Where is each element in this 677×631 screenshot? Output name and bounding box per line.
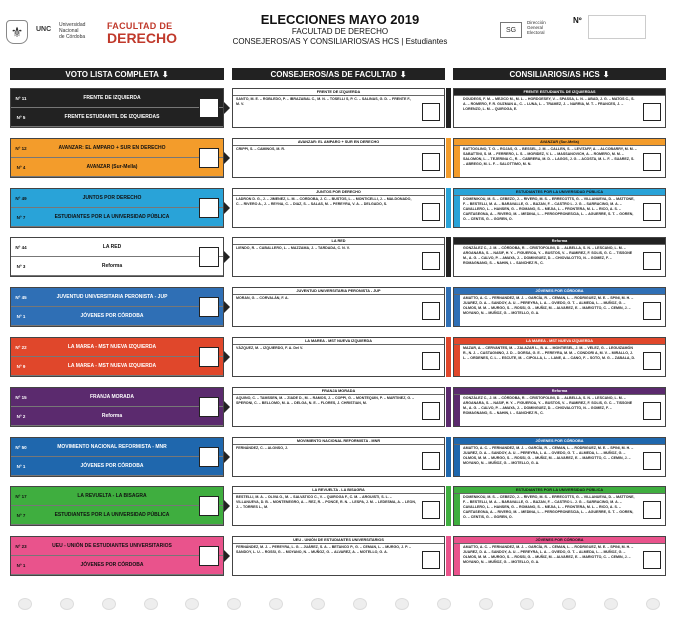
list-number: Nº 49 <box>15 195 27 201</box>
candidate-names: DOMENIKOU, M. S. – CEBEZO, J. – RIVERO, M. S. – ERRECOTTS, G. – VILLANUEVA, D. – MATTONE, F. – BESTELLI, M. A. – BARAVALLE, G. – BAZAN, F. – CASTRO L. J. G. – SARRACINO, M. A. – CAVALLERO, L. – HANSEN, G. – ROMANO, S. – MEJIA, L. – FRONTERA, M. L. – RICO, A. S. – CARTASEGNA, A. – RIVERO, M. – MEDINA, L. – PERGOPRONESCIA, L. – AGUERRE, S. T. – GOREN, O. – CENTIS, G. – GOREN, O. <box>463 495 635 519</box>
list-top <box>11 388 223 407</box>
vote-checkbox[interactable] <box>199 198 219 218</box>
candidate-names: AMATTO, A. C. – FERNANDEZ, M. J. – GARCÍA, R. – CEMAN, L. – RODRIGUEZ, M. E. – SPINI, M. H. – JUAREZ, D. A. – SANDOY, A. U. – PEREYRA, L. A. – OVIEDO, G. T. – ALMEDA, L. – MUÑOZ, G. – OLMOS, M. M. – MURGO, S. – ROSSI, G. – MUÑIZ, M. – ALVAREZ, E. – MARIOTTO, C. – CEMIN, J. – MOYANO, N. – MUÑOZ, G. – MOTELLO, G. A. <box>463 446 634 465</box>
vote-checkbox[interactable] <box>199 546 219 566</box>
candidate-list-title: JÓVENES POR CÓRDOBA <box>454 438 665 445</box>
list-name: Reforma <box>101 413 123 419</box>
candidate-names: CRIPPI, S. – CAMINOS, M. R. <box>236 147 285 151</box>
list-name: LA MAREA - MST NUEVA IZQUIERDA <box>67 363 157 369</box>
consejeros-box[interactable] <box>232 337 445 377</box>
candidate-names: DOMENIKOU, M. S. – CEBEZO, J. – RIVERO, M. S. – ERRECOTTS, G. – VILLANUEVA, D. – MATTONE, F. – BESTELLI, M. A. – BARAVALLE, G. – BAZAN, F. – CASTRO L. J. G. – SARRACINO, M. A. – CAVALLERO, L. – HANSEN, G. – ROMANO, S. – MEJIA, L. – FRONTERA, M. L. – RICO, A. S. – CARTASEGNA, A. – RIVERO, M. – MEDINA, L. – PERGOPRONESCIA, L. – AGUERRE, S. T. – GOREN, O. – CENTIS, G. – GOREN, O. <box>463 197 635 221</box>
list-name: FRENTE ESTUDIANTIL DE IZQUIERDAS <box>64 114 160 120</box>
list-bottom <box>11 556 223 575</box>
watermark-icon <box>102 598 116 610</box>
candidate-body <box>233 196 444 227</box>
arrow-right-icon <box>224 152 230 164</box>
vote-checkbox[interactable] <box>199 247 219 267</box>
candidate-names: LADRON D. G., J. – JIMENEZ, L. M. – CORDOBA, J. C. – BUSTOS, L. – MONTICELLI, J. – MALDONADO, C. – RIVERO A., J. – REYNA, C. – DIAZ, S. – SALAS, M. – PEREYRA, V. A. – DELGADO, S. <box>236 197 412 206</box>
list-top <box>11 537 223 556</box>
faculty-small: FACULTAD DE <box>107 21 173 31</box>
watermark-icon <box>269 598 283 610</box>
vote-checkbox[interactable] <box>199 297 219 317</box>
vote-checkbox[interactable] <box>199 347 219 367</box>
candidate-body <box>454 395 665 426</box>
consejeros-box[interactable] <box>232 88 445 128</box>
candidate-list-title: Reforma <box>454 238 665 245</box>
candidate-body <box>233 245 444 276</box>
arrow-right-icon <box>224 550 230 562</box>
list-bottom <box>11 457 223 476</box>
list-top <box>11 89 223 108</box>
list-name: FRANJA MORADA <box>90 394 134 400</box>
candidate-body <box>233 494 444 525</box>
candidate-names: FERNÁNDEZ, C. – ALONSO, J. <box>236 446 288 450</box>
vote-checkbox[interactable] <box>422 252 440 270</box>
list-bottom <box>11 208 223 227</box>
list-bottom <box>11 158 223 177</box>
vote-checkbox[interactable] <box>422 501 440 519</box>
consiliarios-box[interactable] <box>453 237 666 277</box>
vote-checkbox[interactable] <box>643 501 661 519</box>
list-name: JUVENTUD UNIVERSITARIA PERONISTA - JUP <box>56 294 168 300</box>
list-number: Nº 50 <box>15 444 27 450</box>
list-name: AVANZAR: EL AMPARO + SUR EN DERECHO <box>58 145 166 151</box>
faculty-big: DERECHO <box>107 30 178 46</box>
list-number: Nº 17 <box>15 493 27 499</box>
lista-completa-row[interactable] <box>10 486 224 526</box>
list-name: LA REVUELTA - LA BISAGRA <box>77 493 147 499</box>
vote-checkbox[interactable] <box>422 352 440 370</box>
column-header-lista-completa: VOTO LISTA COMPLETA ⬇ <box>10 68 224 80</box>
candidate-list-title: JUNTOS POR DERECHO <box>233 189 444 196</box>
vote-checkbox[interactable] <box>199 496 219 516</box>
column-header-consiliarios: CONSILIARIOS/AS HCS ⬇ <box>453 68 666 80</box>
lista-completa-row[interactable] <box>10 88 224 128</box>
candidate-list-title: LA REVUELTA - LA BISAGRA <box>233 487 444 494</box>
party-color-tab <box>446 237 451 277</box>
list-number: Nº 1 <box>16 562 26 568</box>
vote-checkbox[interactable] <box>422 153 440 171</box>
candidate-body <box>454 544 665 575</box>
column-header-consejeros: CONSEJEROS/AS DE FACULTAD ⬇ <box>232 68 445 80</box>
lista-completa-row[interactable] <box>10 138 224 178</box>
footer-decoration <box>4 598 674 612</box>
watermark-icon <box>604 598 618 610</box>
list-top <box>11 189 223 208</box>
candidate-names: GONZÁLEZ C., J. M. – CÓRDOBA, R. – CRISTOFOLINI, D. – ALBELLA, S. N. – LESCANO, L. M. – ARGANARA, S. – NASIF, H. Y. – FIGUEROA, Y. – BUSTOS, V. – RAMIREZ, F. SOLIS, G. C. – TISSONE M., A. G. – CALVO, P. – AMAYA, J. – DOMINGUEZ, D. – CHIOVALOTTO, N. – GOMEZ, F. – ROMAGNANO, S. – NAHIN, I. – SANCHEZ R., C. <box>463 396 633 415</box>
candidate-body <box>454 445 665 476</box>
candidate-list-title: FRANJA MORADA <box>233 388 444 395</box>
watermark-icon <box>227 598 241 610</box>
vote-checkbox[interactable] <box>643 302 661 320</box>
arrow-down-icon: ⬇ <box>602 69 610 79</box>
sg-logo-icon: SG <box>500 22 522 38</box>
lista-completa-row[interactable] <box>10 437 224 477</box>
list-number: Nº 3 <box>16 263 26 269</box>
candidate-list-title: Reforma <box>454 388 665 395</box>
list-number: Nº 9 <box>16 363 26 369</box>
list-top <box>11 338 223 357</box>
candidate-body <box>233 96 444 127</box>
candidate-names: VÁZQUEZ, M. – IZQUIERDO, F. A. Del V. <box>236 346 304 350</box>
consiliarios-box[interactable] <box>453 387 666 427</box>
vote-checkbox[interactable] <box>199 397 219 417</box>
vote-checkbox[interactable] <box>643 452 661 470</box>
vote-checkbox[interactable] <box>422 302 440 320</box>
watermark-icon <box>395 598 409 610</box>
vote-checkbox[interactable] <box>643 103 661 121</box>
unc-name: Universidad Nacional de Córdoba <box>59 22 86 40</box>
party-color-tab <box>446 88 451 128</box>
candidate-names: GONZÁLEZ C., J. M. – CÓRDOBA, R. – CRISTOFOLINI, D. – ALBELLA, S. N. – LESCANO, L. M. – ARGANARA, S. – NASIF, H. Y. – FIGUEROA, Y. – BUSTOS, V. – RAMIREZ, F. SOLIS, G. C. – TISSONE M., A. G. – CALVO, P. – AMAYA, J. – DOMINGUEZ, D. – CHIOVALOTTO, N. – GOMEZ, F. – ROMAGNANO, S. – NAHIN, I. – SANCHEZ R., C. <box>463 246 633 265</box>
party-color-tab <box>446 287 451 327</box>
candidate-list-title: AVANZAR (Sur-Mella) <box>454 139 665 146</box>
candidate-body <box>454 196 665 227</box>
candidate-names: AQUINO, C. – TAMSSEN, M. – ZIADE D., M. – RAMOS, J. – COPPI, G. – MONTEQUIN, P. – MARTINEZ, G. – SPERONI, C. – BELLOMO, M. A. – DELGA, N. E. – FLORES, J. CHRISTIAN, M. <box>236 396 415 405</box>
consiliarios-box[interactable] <box>453 486 666 526</box>
list-top <box>11 438 223 457</box>
consiliarios-box[interactable] <box>453 337 666 377</box>
candidate-list-title: FRENTE ESTUDIANTIL DE IZQUIERDAS <box>454 89 665 96</box>
lista-completa-row[interactable] <box>10 287 224 327</box>
consejeros-box[interactable] <box>232 138 445 178</box>
candidate-body <box>233 146 444 177</box>
party-color-tab <box>446 138 451 178</box>
candidate-list-title: JÓVENES POR CÓRDOBA <box>454 537 665 544</box>
vote-checkbox[interactable] <box>422 452 440 470</box>
party-color-tab <box>446 387 451 427</box>
list-top <box>11 487 223 506</box>
watermark-icon <box>144 598 158 610</box>
candidate-list-title: JUVENTUD UNIVERSITARIA PERONISTA - JUP <box>233 288 444 295</box>
candidate-list-title: LA RED <box>233 238 444 245</box>
consiliarios-box[interactable] <box>453 536 666 576</box>
candidate-body <box>233 395 444 426</box>
candidate-names: BATTOGLINO, T. G. – ROJAS, G. – BESSEL, J. M. – CALLEN, S. – LEVITAFF, A. – ALCOBARRY, M. M. – SABATTINI, S. M. – FERRERO, L. S. – MORIDEZ, V. L. – MASSANOVICH, A. – ROMERO, M. M. – SALOMON, L. – TEJERINA C., R. – CABRERA, M. D. – LAGOS, J. G. – ACOSTA, M. L. F. – SUAREZ, S. – ABREGO, M. L. F. – SALOTTIMO, M. N. <box>463 147 637 166</box>
list-top <box>11 288 223 307</box>
watermark-icon <box>562 598 576 610</box>
lista-completa-row[interactable] <box>10 188 224 228</box>
consejeros-box[interactable] <box>232 387 445 427</box>
candidate-list-title: LA MAREA - MST NUEVA IZQUIERDA <box>454 338 665 345</box>
arrow-down-icon: ⬇ <box>399 69 407 79</box>
list-name: ESTUDIANTES POR LA UNIVERSIDAD PÚBLICA <box>54 214 170 220</box>
unc-code: UNC <box>36 26 52 33</box>
consiliarios-box[interactable] <box>453 138 666 178</box>
watermark-icon <box>479 598 493 610</box>
watermark-icon <box>646 598 660 610</box>
consiliarios-box[interactable] <box>453 437 666 477</box>
list-name: AVANZAR (Sur-Mella) <box>86 164 138 170</box>
candidate-names: LIENDO, R. – CABALLERO, L. – MAZZAMA, J. – TARDADA, C. N. V. <box>236 246 350 250</box>
arrow-right-icon <box>224 401 230 413</box>
page-subtitle-2: CONSEJEROS/AS Y CONSILIARIOS/AS HCS | Estudiantes <box>232 37 448 46</box>
list-bottom <box>11 506 223 525</box>
vote-checkbox[interactable] <box>199 98 219 118</box>
watermark-icon <box>353 598 367 610</box>
list-bottom <box>11 257 223 276</box>
list-name: ESTUDIANTES POR LA UNIVERSIDAD PÚBLICA <box>54 512 170 518</box>
candidate-body <box>233 445 444 476</box>
consejeros-box[interactable] <box>232 287 445 327</box>
watermark-icon <box>437 598 451 610</box>
page-title: ELECCIONES MAYO 2019 <box>260 12 420 27</box>
candidate-names: MAZAR, A. – CERVANTES, M. – ZALAZAR L., B. A. – MONTIESEL, J. M. – VELEZ, G. – LEGUIZAMÓN R., N. J. – CASTAGNINO, J. D. – DORSA, G. E. – PEREYRA, M. M. – CONDORI A, M. V. – MIRALLO, J. L. – ORDENES, C. L. – ESCUTE, M. – CIPOLLA, L. – LANE, A. – CANO, F. – SOTO, M. G. – ZABALA, D. <box>463 346 636 360</box>
list-number: Nº 11 <box>15 95 27 101</box>
list-number: Nº 4 <box>16 164 26 170</box>
list-number: Nº 2 <box>16 413 26 419</box>
vote-checkbox[interactable] <box>643 551 661 569</box>
list-bottom <box>11 357 223 376</box>
candidate-list-title: FRENTE DE IZQUIERDA <box>233 89 444 96</box>
ballot-number-box <box>588 15 646 39</box>
candidate-body <box>454 245 665 276</box>
lista-completa-row[interactable] <box>10 337 224 377</box>
page-subtitle: FACULTAD DE DERECHO <box>291 27 389 36</box>
consiliarios-box[interactable] <box>453 188 666 228</box>
candidate-names: SANTO, M. E. – ROBLEDO, P. – IBRAZABAL C., M. N. – TOSELLI S, P. C. – SALINAS, G. D. – FRENTE F., M. V. <box>236 97 412 106</box>
vote-checkbox[interactable] <box>643 402 661 420</box>
party-color-tab <box>446 437 451 477</box>
candidate-body <box>233 295 444 326</box>
consiliarios-box[interactable] <box>453 287 666 327</box>
vote-checkbox[interactable] <box>643 203 661 221</box>
consejeros-box[interactable] <box>232 536 445 576</box>
list-name: LA MAREA - MST NUEVA IZQUIERDA <box>67 344 157 350</box>
arrow-right-icon <box>224 301 230 313</box>
candidate-list-title: ESTUDIANTES POR LA UNIVERSIDAD PÚBLICA <box>454 487 665 494</box>
lista-completa-row[interactable] <box>10 387 224 427</box>
consejeros-box[interactable] <box>232 486 445 526</box>
arrow-right-icon <box>224 251 230 263</box>
party-color-tab <box>446 486 451 526</box>
party-color-tab <box>446 188 451 228</box>
candidate-body <box>454 295 665 326</box>
candidate-body <box>454 96 665 127</box>
vote-checkbox[interactable] <box>643 252 661 270</box>
list-name: LA RED <box>102 244 122 250</box>
consejeros-box[interactable] <box>232 188 445 228</box>
party-color-tab <box>446 536 451 576</box>
vote-checkbox[interactable] <box>199 148 219 168</box>
list-name: FRENTE DE IZQUIERDA <box>83 95 141 101</box>
list-name: JUNTOS POR DERECHO <box>82 195 142 201</box>
arrow-right-icon <box>224 451 230 463</box>
watermark-icon <box>60 598 74 610</box>
watermark-icon <box>18 598 32 610</box>
list-number: Nº 44 <box>15 244 27 250</box>
list-number: Nº 15 <box>15 394 27 400</box>
list-name: Reforma <box>101 263 123 269</box>
vote-checkbox[interactable] <box>199 447 219 467</box>
arrow-right-icon <box>224 351 230 363</box>
list-number: Nº 7 <box>16 214 26 220</box>
arrow-right-icon <box>224 500 230 512</box>
list-number: Nº 1 <box>16 463 26 469</box>
candidate-body <box>233 345 444 376</box>
candidate-names: BESTELLI, M. A. – OLIVA O., M. – SALVATICO C., V. – QUIROGA F., C. M. – ARGUISTI, S. L. – VILLANUEVA, D. B. – MONTENEGRO, A. – REZ, R. – PONCE, R. N. – LESPA, J. M. – LEDESMA, A. – LEON, J. – TORRES L., M. <box>236 495 416 509</box>
consejeros-box[interactable] <box>232 437 445 477</box>
watermark-icon <box>185 598 199 610</box>
candidate-list-title: AVANZAR: EL AMPARO + SUR EN DERECHO <box>233 139 444 146</box>
list-name: JÓVENES POR CÓRDOBA <box>80 562 144 568</box>
candidate-list-title: ESTUDIANTES POR LA UNIVERSIDAD PÚBLICA <box>454 189 665 196</box>
arrow-right-icon <box>224 202 230 214</box>
list-top <box>11 238 223 257</box>
vote-checkbox[interactable] <box>422 551 440 569</box>
candidate-names: AMATTO, A. C. – FERNANDEZ, M. J. – GARCÍA, R. – CEMAN, L. – RODRIGUEZ, M. E. – SPINI, M. H. – JUAREZ, D. A. – SANDOY, A. U. – PEREYRA, L. A. – OVIEDO, G. T. – ALMEDA, L. – MUÑOZ, G. – OLMOS, M. M. – MURGO, S. – ROSSI, G. – MUÑIZ, M. – ALVAREZ, E. – MARIOTTO, C. – CEMIN, J. – MOYANO, N. – MUÑOZ, G. – MOTELLO, G. A. <box>463 545 634 564</box>
list-name: JÓVENES POR CÓRDOBA <box>80 463 144 469</box>
candidate-names: FERNÁNDEZ, M. J. – PEREYRA, L. G. – JUÁREZ, S. A. – BETANCO P., G. – CEMAN, L. – MURGO, J. P. – SANDOY, L. U. – ROSSI, G. – MOYANO, N. – MUÑOZ, G. – ALVAREZ, A. – MOTELLO, G. A. <box>236 545 411 554</box>
sg-name: Dirección General Electoral <box>527 20 546 35</box>
consejeros-box[interactable] <box>232 237 445 277</box>
candidate-list-title: UEU - UNIÓN DE ESTUDIANTES UNIVERSITARIOS <box>233 537 444 544</box>
list-number: Nº 7 <box>16 512 26 518</box>
watermark-icon <box>311 598 325 610</box>
list-number: Nº 5 <box>16 114 26 120</box>
list-bottom <box>11 407 223 426</box>
arrow-right-icon <box>224 102 230 114</box>
candidate-list-title: MOVIMIENTO NACIONAL REFORMISTA - MNR <box>233 438 444 445</box>
list-number: Nº 22 <box>15 344 27 350</box>
list-name: JÓVENES POR CÓRDOBA <box>80 313 144 319</box>
party-color-tab <box>446 337 451 377</box>
list-top <box>11 139 223 158</box>
candidate-names: AMATTO, A. C. – FERNANDEZ, M. J. – GARCÍA, R. – CEMAN, L. – RODRIGUEZ, M. E. – SPINI, M. H. – JUAREZ, D. A. – SANDOY, A. U. – PEREYRA, L. A. – OVIEDO, G. T. – ALMEDA, L. – MUÑOZ, G. – OLMOS, M. M. – MURGO, S. – ROSSI, G. – MUÑIZ, M. – ALVAREZ, E. – MARIOTTO, C. – CEMIN, J. – MOYANO, N. – MUÑOZ, G. – MOTELLO, G. A. <box>463 296 634 315</box>
list-number: Nº 12 <box>15 145 27 151</box>
candidate-names: DOUDEGS, F. M. – MEJICO M., M. L. – HORDOESEY, V. – SPASSA, L. N. – ABAD, J. G. – MATOS C., S. A. – ROMERO, F. R. GUZMAN A., C. – LUNA, L. – TRAMEZ, J. – NARRIA, M. T. – FRANCES, J. – LORENZO, L. M. – QUIROGA, E. <box>463 97 635 111</box>
list-bottom <box>11 307 223 326</box>
list-number: Nº 23 <box>15 543 27 549</box>
consiliarios-box[interactable] <box>453 88 666 128</box>
lista-completa-row[interactable] <box>10 237 224 277</box>
list-bottom <box>11 108 223 127</box>
ballot-number-label: Nº <box>573 16 582 25</box>
candidate-body <box>233 544 444 575</box>
lista-completa-row[interactable] <box>10 536 224 576</box>
candidate-list-title: JÓVENES POR CÓRDOBA <box>454 288 665 295</box>
list-number: Nº 1 <box>16 313 26 319</box>
vote-checkbox[interactable] <box>643 352 661 370</box>
vote-checkbox[interactable] <box>643 153 661 171</box>
list-number: Nº 45 <box>15 294 27 300</box>
list-name: UEU - UNIÓN DE ESTUDIANTES UNIVERSITARIOS <box>52 543 172 549</box>
watermark-icon <box>520 598 534 610</box>
vote-checkbox[interactable] <box>422 402 440 420</box>
candidate-body <box>454 345 665 376</box>
arrow-down-icon: ⬇ <box>161 69 169 79</box>
candidate-body <box>454 494 665 525</box>
candidate-body <box>454 146 665 177</box>
candidate-names: MORAN, G. – CORVALÁN, F. A. <box>236 296 289 300</box>
vote-checkbox[interactable] <box>422 103 440 121</box>
vote-checkbox[interactable] <box>422 203 440 221</box>
unc-crest-icon: ⚜ <box>6 20 28 44</box>
list-name: MOVIMIENTO NACIONAL REFORMISTA - MNR <box>57 444 167 450</box>
candidate-list-title: LA MAREA - MST NUEVA IZQUIERDA <box>233 338 444 345</box>
